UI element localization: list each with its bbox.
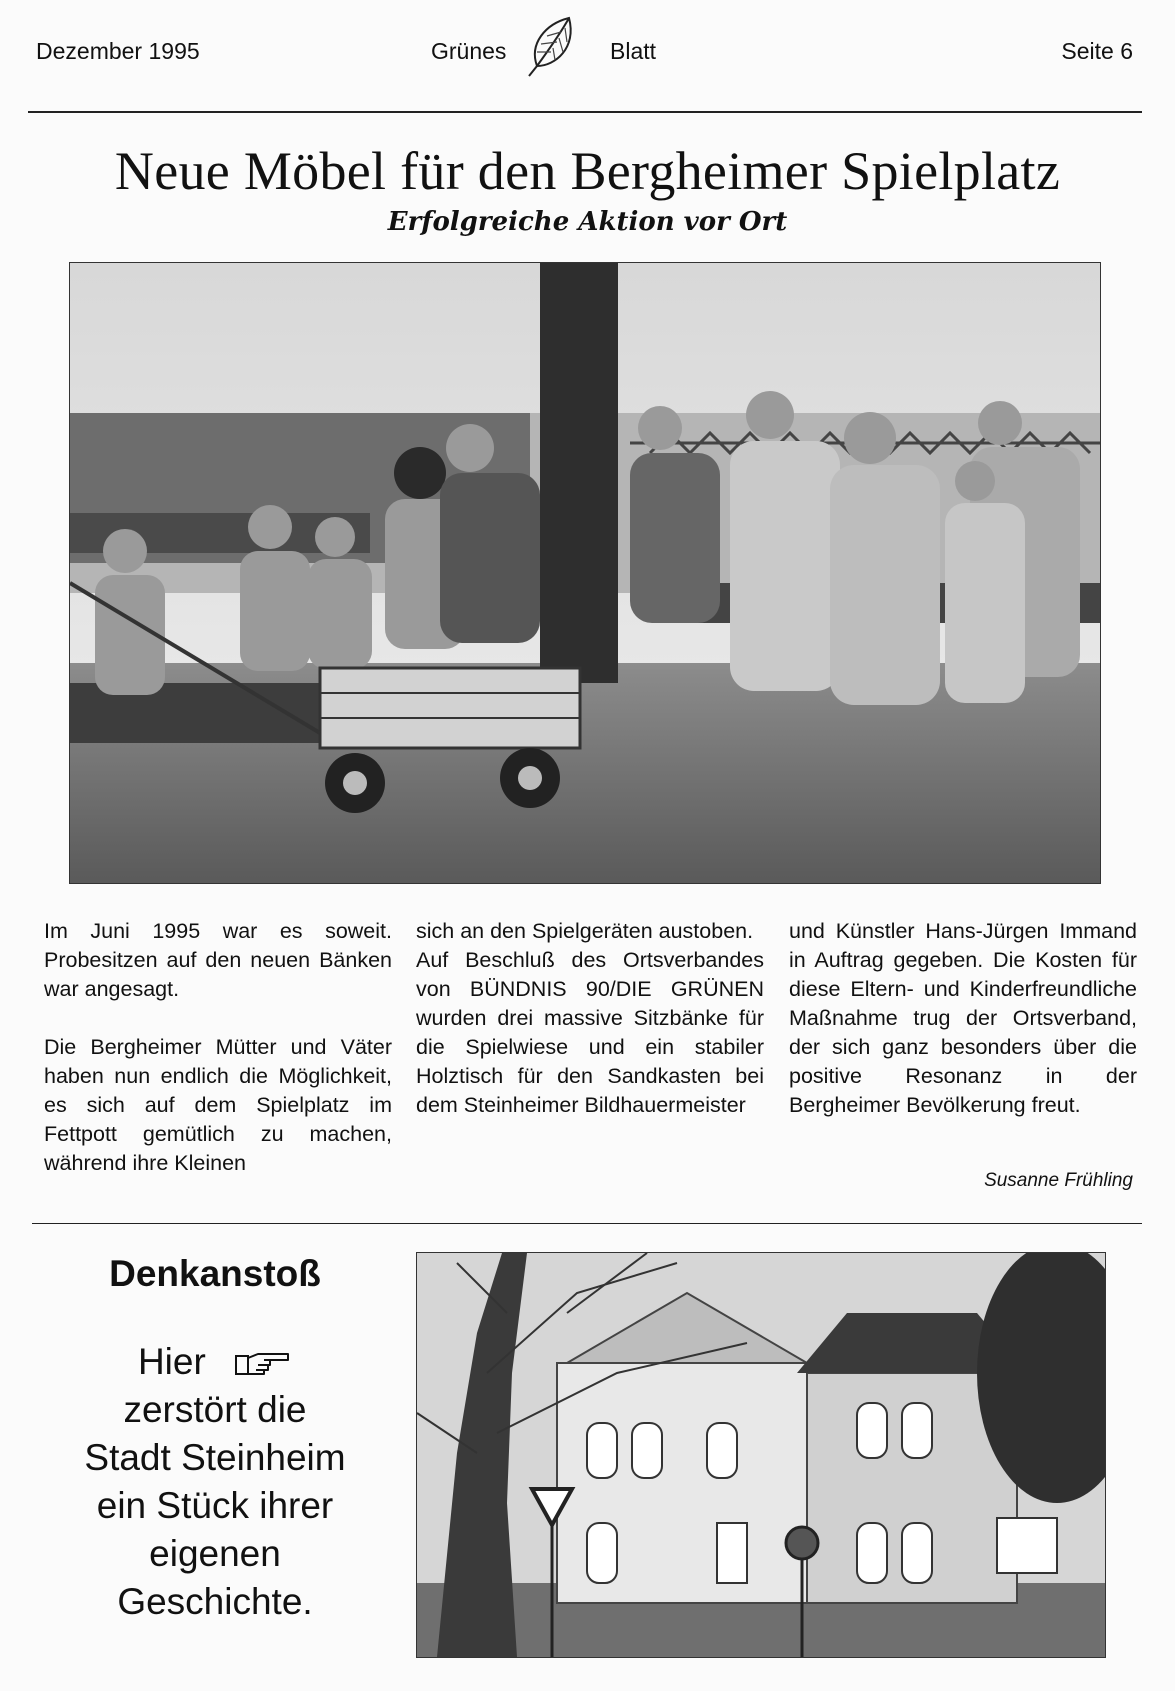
page-number: Seite 6	[1061, 38, 1133, 64]
header-divider	[28, 111, 1142, 113]
issue-date: Dezember 1995	[36, 38, 200, 64]
article-column-2	[416, 917, 764, 1120]
article-subheadline: Erfolgreiche Aktion vor Ort	[387, 207, 788, 237]
article-headline: Neue Möbel für den Bergheimer Spielplatz	[114, 141, 1061, 201]
masthead-title-right: Blatt	[610, 38, 657, 64]
denkanstoss-line: ein Stück ihrer	[96, 1485, 334, 1526]
denkanstoss-line: Geschichte.	[117, 1581, 313, 1622]
article-paragraph: Auf Beschluß des Ortsverbandes von BÜNDNIS 90/DIE GRÜNEN wurden drei massive Sitzbänke für die Spielwiese und ein stabiler Holztisch für den Sandkasten bei dem Steinheimer Bildhauermeister	[416, 948, 764, 1117]
denkanstoss-line: Stadt Steinheim	[84, 1437, 346, 1478]
article-paragraph: Im Juni 1995 war es soweit. Probesitzen auf den neuen Bänken war angesagt.	[44, 919, 392, 1001]
article-column-3	[789, 917, 1137, 1120]
denkanstoss-line1-wrap	[40, 1338, 390, 1386]
pointing-hand-icon	[234, 1350, 292, 1378]
masthead-title-left: Grünes	[431, 38, 507, 64]
denkanstoss-title: Denkanstoß	[109, 1253, 321, 1294]
denkanstoss-line: Hier	[137, 1341, 206, 1382]
denkanstoss-line: eigenen	[149, 1533, 281, 1574]
leaf-icon	[525, 14, 581, 78]
denkanstoss-text	[40, 1338, 390, 1626]
article-paragraph: und Künstler Hans-Jürgen Immand in Auftrag gegeben. Die Kosten für diese Eltern- und Kinderfreundliche Maßnahme trug der Ortsverband, der sich ganz besonders über die positive Resonanz in der Bergheimer Bevölkerung freut.	[789, 919, 1137, 1117]
article-paragraph: sich an den Spielgeräten austoben.	[416, 919, 754, 943]
old-building-photo	[416, 1252, 1106, 1658]
section-divider	[32, 1223, 1142, 1224]
denkanstoss-line: zerstört die	[123, 1389, 307, 1430]
article-author: Susanne Frühling	[984, 1170, 1133, 1191]
group-photo-playground	[69, 262, 1101, 884]
article-paragraph: Die Bergheimer Mütter und Väter haben nun endlich die Möglichkeit, es sich auf dem Spielplatz im Fettpott gemütlich zu machen, während ihre Kleinen	[44, 1035, 392, 1175]
article-column-1	[44, 917, 392, 1178]
